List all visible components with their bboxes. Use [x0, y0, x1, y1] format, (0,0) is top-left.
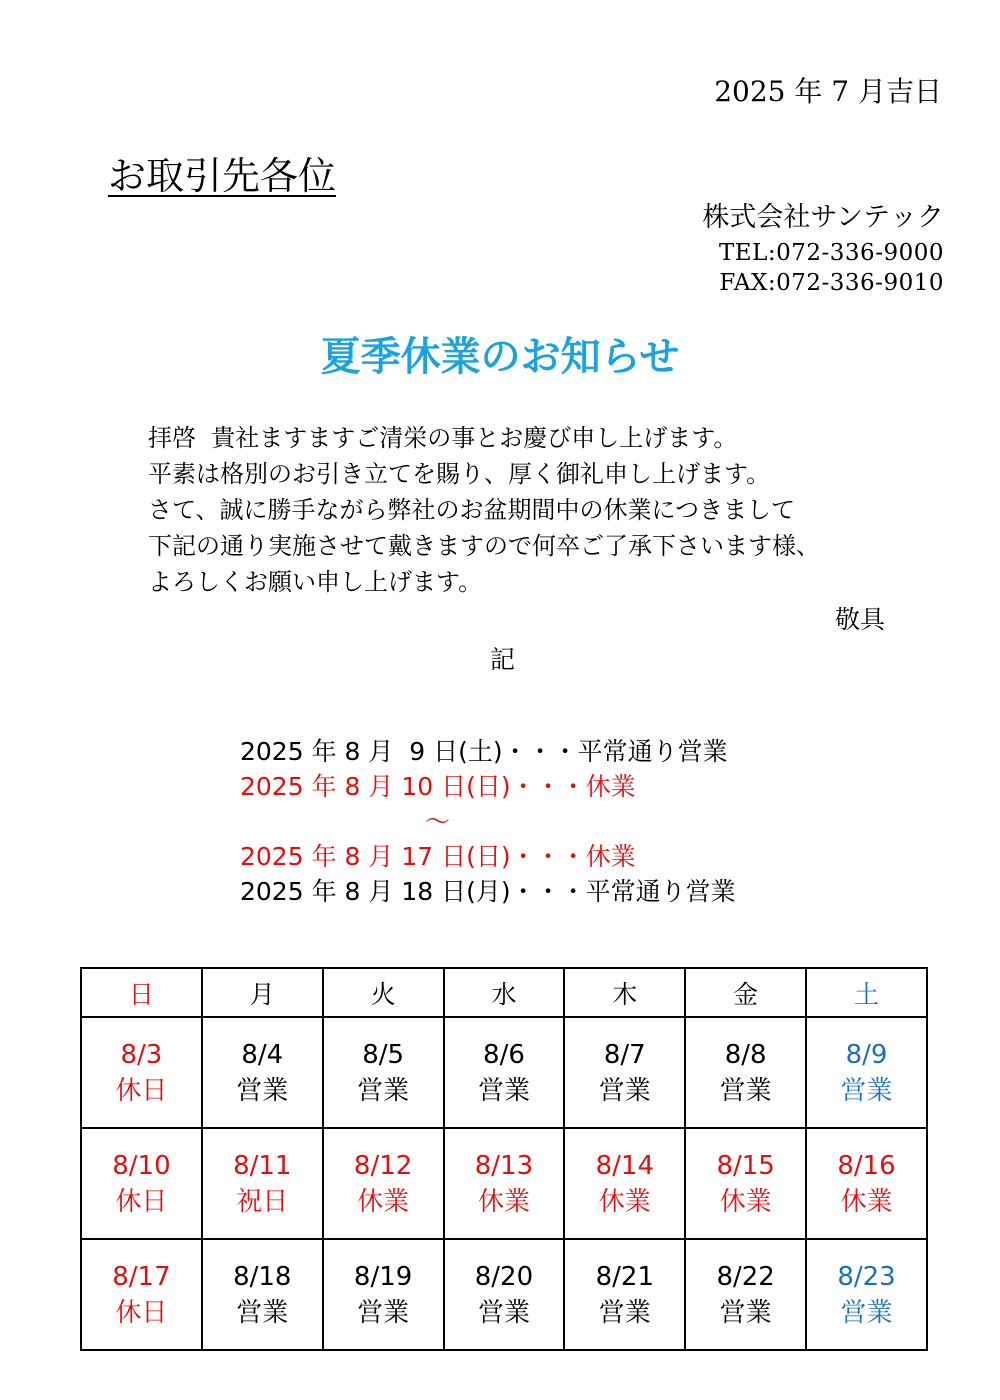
body-line: 拝啓 貴社ますますご清栄の事とお慶び申し上げます。 — [148, 424, 738, 452]
cell-date: 8/20 — [474, 1261, 534, 1292]
body-line: 下記の通り実施させて戴きますので何卒ご了承下さいます様、 — [148, 532, 820, 560]
weekday-sun: 日 — [81, 968, 202, 1017]
cell-status: 営業 — [598, 1075, 651, 1106]
schedule-range-tilde: ～ — [425, 807, 451, 836]
cell-status: 休業 — [357, 1186, 410, 1217]
cell-date: 8/4 — [241, 1039, 284, 1070]
calendar-day-cell — [323, 1239, 444, 1350]
calendar-header-row — [81, 968, 927, 1017]
cell-status: 休日 — [115, 1297, 168, 1328]
body-line: さて、誠に勝手ながら弊社のお盆期間中の休業につきまして — [148, 496, 796, 524]
sender-fax: FAX:072-336-9010 — [719, 270, 944, 296]
schedule-line: 2025 年 8 月 18 日(月)・・・平常通り営業 — [240, 877, 736, 906]
weekday-thu: 木 — [564, 968, 685, 1017]
cell-date: 8/15 — [716, 1150, 775, 1181]
calendar-day-cell — [564, 1239, 685, 1350]
calendar-day-cell — [564, 1128, 685, 1239]
weekday-mon: 月 — [202, 968, 323, 1017]
schedule-line: 2025 年 8 月 9 日(土)・・・平常通り営業 — [240, 737, 728, 766]
cell-date: 8/7 — [603, 1039, 646, 1070]
cell-status: 休日 — [115, 1075, 168, 1106]
cell-status: 営業 — [236, 1075, 289, 1106]
cell-status: 営業 — [357, 1075, 410, 1106]
calendar-week-row — [81, 1239, 927, 1350]
cell-date: 8/17 — [112, 1261, 171, 1292]
calendar-day-cell — [685, 1239, 806, 1350]
notice-title: 夏季休業のお知らせ — [320, 334, 680, 380]
calendar-day-cell — [685, 1128, 806, 1239]
calendar-day-cell — [806, 1128, 927, 1239]
weekday-sat: 土 — [806, 968, 927, 1017]
cell-date: 8/21 — [595, 1261, 654, 1292]
cell-date: 8/11 — [233, 1150, 292, 1181]
cell-status: 休業 — [840, 1186, 893, 1217]
sender-tel: TEL:072-336-9000 — [718, 240, 944, 266]
holiday-schedule — [240, 734, 736, 909]
calendar-week-row — [81, 1017, 927, 1128]
cell-status: 休業 — [598, 1186, 651, 1217]
cell-date: 8/10 — [112, 1150, 171, 1181]
cell-status: 休業 — [477, 1186, 530, 1217]
cell-status: 営業 — [840, 1297, 893, 1328]
calendar-day-cell — [564, 1017, 685, 1128]
calendar-day-cell — [323, 1128, 444, 1239]
closing-phrase: 敬具 — [834, 605, 885, 634]
cell-date: 8/14 — [595, 1150, 654, 1181]
calendar-day-cell — [444, 1128, 565, 1239]
calendar-week-row — [81, 1128, 927, 1239]
calendar-day-cell — [81, 1239, 202, 1350]
calendar-day-cell — [202, 1128, 323, 1239]
cell-status: 営業 — [357, 1297, 410, 1328]
cell-status: 営業 — [719, 1075, 772, 1106]
calendar-day-cell — [444, 1017, 565, 1128]
calendar-day-cell — [202, 1017, 323, 1128]
calendar-day-cell — [806, 1017, 927, 1128]
calendar-day-cell — [323, 1017, 444, 1128]
cell-status: 営業 — [719, 1297, 772, 1328]
cell-status: 祝日 — [236, 1186, 289, 1217]
weekday-wed: 水 — [444, 968, 565, 1017]
cell-date: 8/18 — [233, 1261, 292, 1292]
cell-status: 休業 — [719, 1186, 772, 1217]
cell-status: 営業 — [840, 1075, 893, 1106]
cell-date: 8/9 — [845, 1039, 888, 1070]
calendar-day-cell — [444, 1239, 565, 1350]
weekday-fri: 金 — [685, 968, 806, 1017]
weekday-tue: 火 — [323, 968, 444, 1017]
sender-company: 株式会社サンテック — [702, 202, 944, 233]
cell-date: 8/19 — [353, 1261, 413, 1292]
cell-status: 営業 — [236, 1297, 289, 1328]
ki-heading: 記 — [490, 645, 516, 674]
calendar-table — [80, 967, 928, 1351]
cell-status: 営業 — [477, 1075, 530, 1106]
cell-date: 8/6 — [483, 1039, 525, 1070]
document-date: 2025 年 7 月吉日 — [714, 75, 942, 108]
calendar-day-cell — [81, 1128, 202, 1239]
notice-body — [148, 420, 820, 600]
cell-date: 8/12 — [353, 1150, 413, 1181]
cell-status: 休日 — [115, 1186, 168, 1217]
cell-date: 8/13 — [474, 1150, 534, 1181]
calendar-day-cell — [685, 1017, 806, 1128]
calendar-day-cell — [806, 1239, 927, 1350]
schedule-line: 2025 年 8 月 17 日(日)・・・休業 — [240, 842, 636, 871]
sender-block — [702, 198, 944, 298]
calendar-day-cell — [202, 1239, 323, 1350]
cell-date: 8/5 — [362, 1039, 405, 1070]
cell-date: 8/16 — [837, 1150, 896, 1181]
cell-date: 8/22 — [716, 1261, 775, 1292]
schedule-line: 2025 年 8 月 10 日(日)・・・休業 — [240, 772, 636, 801]
cell-date: 8/3 — [120, 1039, 163, 1070]
addressee: お取引先各位 — [108, 154, 337, 198]
cell-date: 8/23 — [837, 1261, 896, 1292]
body-line: 平素は格別のお引き立てを賜り、厚く御礼申し上げます。 — [148, 460, 771, 488]
body-line: よろしくお願い申し上げます。 — [148, 568, 483, 596]
cell-status: 営業 — [598, 1297, 651, 1328]
cell-status: 営業 — [477, 1297, 530, 1328]
cell-date: 8/8 — [724, 1039, 767, 1070]
calendar-day-cell — [81, 1017, 202, 1128]
